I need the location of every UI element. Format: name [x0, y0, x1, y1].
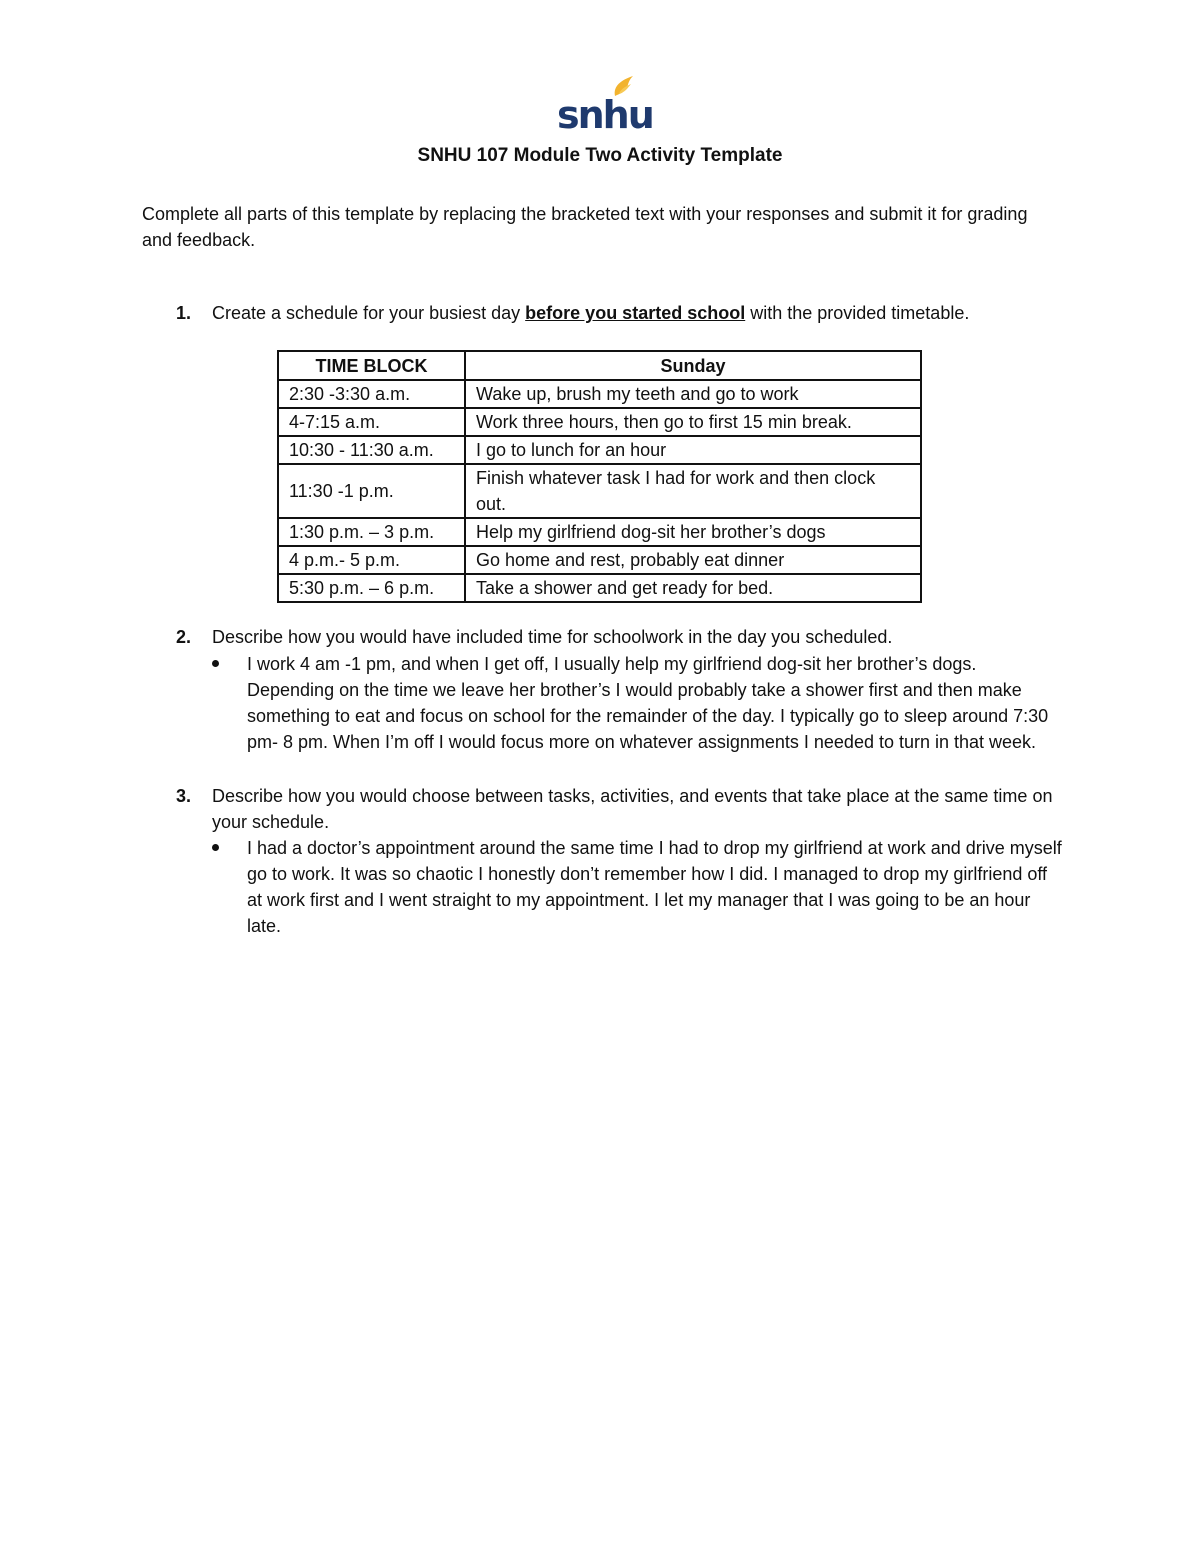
question-text: Describe how you would have included time for schoolwork in the day you scheduled. — [212, 627, 893, 647]
answer-2 — [142, 651, 1062, 755]
answer-3 — [142, 835, 1062, 939]
time-cell: 1:30 p.m. – 3 p.m. — [278, 518, 465, 546]
answer-text: I work 4 am -1 pm, and when I get off, I usually help my girlfriend dog-sit her brother’s dogs. Depending on the time we leave her brother’s I would probably take a shower first and then make something to eat and focus on school for the remainder of the day. I typically go to sleep around 7:30 pm- 8 pm. When I’m off I would focus more on whatever assignments I needed to turn in that week. — [247, 654, 1049, 752]
table-header-row — [278, 351, 921, 380]
snhu-logo — [555, 74, 653, 137]
activity-cell: Finish whatever task I had for work and then clock out. — [465, 464, 921, 518]
table-row — [278, 380, 921, 408]
table-row — [278, 574, 921, 602]
time-cell: 10:30 - 11:30 a.m. — [278, 436, 465, 464]
activity-cell: Go home and rest, probably eat dinner — [465, 546, 921, 574]
question-text — [212, 300, 1062, 326]
question-3 — [142, 783, 1062, 835]
activity-cell: Wake up, brush my teeth and go to work — [465, 380, 921, 408]
time-cell: 4 p.m.- 5 p.m. — [278, 546, 465, 574]
activity-cell: Take a shower and get ready for bed. — [465, 574, 921, 602]
table-row — [278, 436, 921, 464]
page-title: SNHU 107 Module Two Activity Template — [417, 145, 783, 166]
question-1 — [142, 300, 1062, 326]
time-cell: 2:30 -3:30 a.m. — [278, 380, 465, 408]
logo-wordmark: snhu — [557, 93, 653, 137]
activity-cell: Work three hours, then go to first 15 min break. — [465, 408, 921, 436]
intro-paragraph: Complete all parts of this template by replacing the bracketed text with your responses and submit it for grading and feedback. — [142, 204, 1028, 250]
question-text: Describe how you would choose between tasks, activities, and events that take place at the same time on your schedule. — [212, 786, 1053, 832]
activity-cell: I go to lunch for an hour — [465, 436, 921, 464]
time-cell: 5:30 p.m. – 6 p.m. — [278, 574, 465, 602]
question-number: 2. — [176, 627, 192, 647]
bullet-icon — [212, 844, 219, 851]
bullet-icon — [212, 660, 219, 667]
question-number: 1. — [176, 303, 192, 323]
question-emphasis: before you started school — [525, 303, 746, 323]
table-row — [278, 464, 921, 518]
answer-text: I had a doctor’s appointment around the same time I had to drop my girlfriend at work and drive myself go to work. It was so chaotic I honestly don’t remember how I did. I managed to drop my girlfriend off at work first and I went straight to my appointment. I let my manager that I was going to be an hour late. — [247, 838, 1062, 936]
question-2 — [142, 624, 1062, 650]
header-day: Sunday — [465, 351, 921, 380]
table-row — [278, 408, 921, 436]
activity-cell: Help my girlfriend dog-sit her brother’s dogs — [465, 518, 921, 546]
table-row — [278, 518, 921, 546]
question-text-after: with the provided timetable. — [745, 303, 970, 323]
time-cell: 4-7:15 a.m. — [278, 408, 465, 436]
question-text-before: Create a schedule for your busiest day — [212, 303, 526, 323]
time-cell: 11:30 -1 p.m. — [278, 464, 465, 518]
schedule-table — [277, 350, 922, 603]
snhu-logo-graphic — [555, 74, 653, 137]
header-time-block: TIME BLOCK — [278, 351, 465, 380]
question-number: 3. — [176, 786, 192, 806]
table-row — [278, 546, 921, 574]
